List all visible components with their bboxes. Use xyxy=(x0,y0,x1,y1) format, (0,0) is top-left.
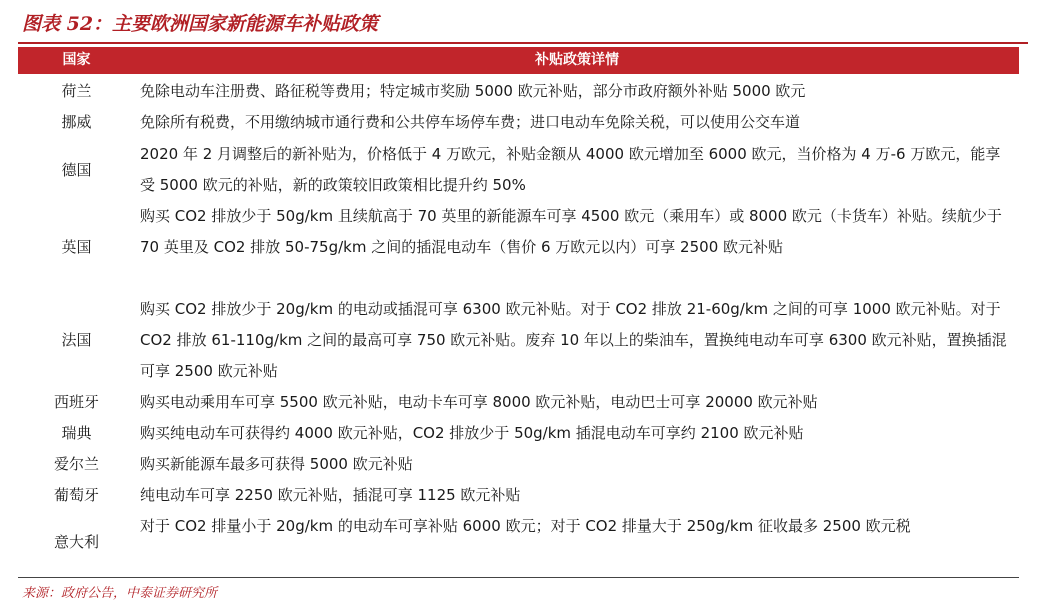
detail-cell: 免除所有税费，不用缴纳城市通行费和公共停车场停车费；进口电动车免除关税，可以使用公交车道 xyxy=(140,113,801,131)
table-row xyxy=(18,201,1019,294)
table-row xyxy=(18,511,1019,573)
detail-cell: 2020 年 2 月调整后的新补贴为，价格低于 4 万欧元，补贴金额从 4000 欧元增加至 6000 欧元，当价格为 4 万-6 万欧元，能享受 5000 欧元的补贴，新的政策较旧政策相比提升约 50% xyxy=(140,145,1001,194)
country-cell: 英国 xyxy=(61,238,92,256)
detail-cell: 纯电动车可享 2250 欧元补贴，插混可享 1125 欧元补贴 xyxy=(140,486,521,504)
header-country: 国家 xyxy=(62,52,91,68)
figure-title: 图表 52：主要欧洲国家新能源车补贴政策 xyxy=(22,13,379,35)
table-row xyxy=(18,108,1019,136)
country-cell: 法国 xyxy=(61,331,92,349)
country-cell: 瑞典 xyxy=(61,424,92,442)
country-cell: 荷兰 xyxy=(61,82,92,100)
table-bottom-rule xyxy=(18,577,1019,578)
source-note: 来源：政府公告，中泰证券研究所 xyxy=(22,586,218,601)
table-row xyxy=(18,77,1019,105)
country-cell: 意大利 xyxy=(53,533,99,551)
table-row xyxy=(18,294,1019,387)
detail-cell: 免除电动车注册费、路征税等费用；特定城市奖励 5000 欧元补贴，部分市政府额外补贴 5000 欧元 xyxy=(140,82,806,100)
country-cell: 德国 xyxy=(61,161,92,179)
detail-cell: 购买电动乘用车可享 5500 欧元补贴，电动卡车可享 8000 欧元补贴，电动巴士可享 20000 欧元补贴 xyxy=(140,393,818,411)
country-cell: 葡萄牙 xyxy=(53,486,99,504)
title-rule xyxy=(18,42,1028,44)
table-row xyxy=(18,139,1019,201)
country-cell: 爱尔兰 xyxy=(53,455,99,473)
table-row xyxy=(18,449,1019,480)
detail-cell: 购买 CO2 排放少于 20g/km 的电动或插混可享 6300 欧元补贴。对于 CO2 排放 21-60g/km 之间的可享 1000 欧元补贴。对于 CO2 排放 61-110g/km 之间的最高可享 750 欧元补贴。废弃 10 年以上的柴油车，置换纯电动车可享 6300 欧元补贴，置换插混可享 2500 欧元补贴 xyxy=(140,300,1007,380)
detail-cell: 购买新能源车最多可获得 5000 欧元补贴 xyxy=(140,455,413,473)
country-cell: 挪威 xyxy=(61,113,92,131)
table-row xyxy=(18,387,1019,418)
table-header xyxy=(18,47,1019,74)
table-row xyxy=(18,418,1019,449)
detail-cell: 对于 CO2 排量小于 20g/km 的电动车可享补贴 6000 欧元；对于 CO2 排量大于 250g/km 征收最多 2500 欧元税 xyxy=(140,517,911,535)
country-cell: 西班牙 xyxy=(53,393,99,411)
table-row xyxy=(18,480,1019,511)
detail-cell: 购买纯电动车可获得约 4000 欧元补贴，CO2 排放少于 50g/km 插混电动车可享约 2100 欧元补贴 xyxy=(140,424,804,442)
detail-cell: 购买 CO2 排放少于 50g/km 且续航高于 70 英里的新能源车可享 4500 欧元（乘用车）或 8000 欧元（卡货车）补贴。续航少于 70 英里及 CO2 排放 50-75g/km 之间的插混电动车（售价 6 万欧元以内）可享 2500 欧元补贴 xyxy=(140,207,1002,256)
header-policy-detail: 补贴政策详情 xyxy=(535,52,619,68)
